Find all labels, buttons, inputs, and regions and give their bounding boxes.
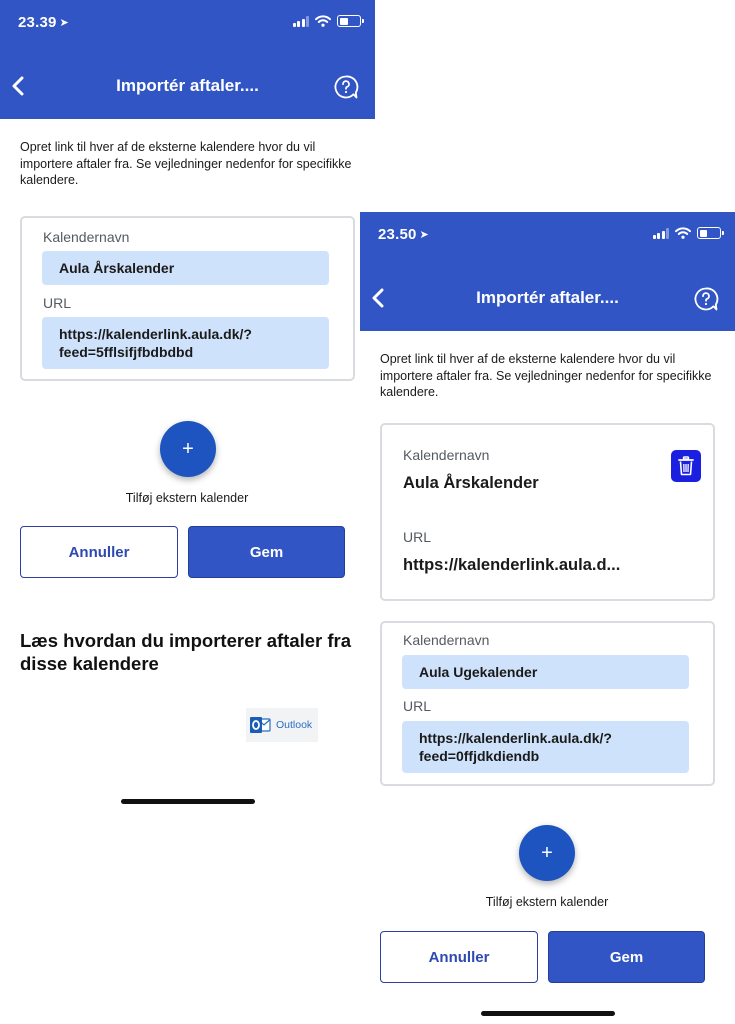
new-calendar-card [380,621,715,786]
trash-icon [678,456,694,476]
calendar-name-label: Kalendernavn [43,229,130,245]
app-header [0,0,375,119]
guide-heading: Læs hvordan du importerer aftaler fra disse kalendere [20,630,352,674]
intro-text: Opret link til hver af de eksterne kalendere hvor du vil importere aftaler fra. Se vejledninger nedenfor for specifikke kalendere. [380,352,712,399]
save-button[interactable]: Gem [548,931,705,983]
outlook-guide-link[interactable] [246,708,318,742]
clock-text: 23.39 [18,14,57,31]
add-calendar-button[interactable] [519,825,575,881]
saved-calendar-card [380,423,715,601]
save-button[interactable]: Gem [188,526,345,578]
page-title: Importér aftaler.... [116,76,259,95]
calendar-name-input[interactable]: Aula Årskalender [42,251,329,285]
status-bar-time [18,14,69,31]
signal-icon [653,228,670,239]
clock-text: 23.50 [378,226,417,243]
wifi-icon [675,227,691,239]
status-bar-icons [653,227,722,239]
calendar-url-label: URL [403,698,432,714]
calendar-url-label: URL [403,529,432,545]
calendar-name-label: Kalendernavn [403,632,490,648]
status-bar-time [378,226,429,243]
help-bubble-icon[interactable] [333,74,359,100]
calendar-url-label: URL [43,295,72,311]
calendar-name-input[interactable]: Aula Ugekalender [402,655,689,689]
screenshot-right [360,212,735,1024]
calendar-card [20,216,355,381]
calendar-name-value: Aula Årskalender [403,474,539,492]
home-indicator [121,799,255,804]
page-title: Importér aftaler.... [476,288,619,307]
outlook-label: Outlook [276,719,313,731]
signal-icon [293,16,310,27]
battery-icon [337,15,361,27]
delete-calendar-button[interactable] [671,450,701,482]
battery-icon [697,227,721,239]
calendar-url-value: https://kalenderlink.aula.d... [403,556,621,574]
cancel-button[interactable]: Annuller [20,526,178,578]
location-arrow-icon: ➤ [419,229,429,241]
outlook-logo-icon [249,715,271,735]
wifi-icon [315,15,331,27]
calendar-name-label: Kalendernavn [403,447,490,463]
plus-icon: + [541,841,553,864]
home-indicator [481,1011,615,1016]
location-arrow-icon: ➤ [59,17,69,29]
plus-icon: + [182,437,194,460]
intro-text: Opret link til hver af de eksterne kalendere hvor du vil importere aftaler fra. Se vejledninger nedenfor for specifikke kalendere. [20,140,352,187]
cancel-button[interactable]: Annuller [380,931,538,983]
calendar-url-input[interactable]: https://kalenderlink.aula.dk/?feed=5fflsifjfbdbdbd [42,317,329,369]
add-calendar-label[interactable]: Tilføj ekstern kalender [125,491,249,505]
app-header [360,212,735,331]
help-bubble-icon[interactable] [693,286,719,312]
calendar-url-input[interactable]: https://kalenderlink.aula.dk/?feed=0ffjdkdiendb [402,721,689,773]
status-bar-icons [293,15,362,27]
add-calendar-label[interactable]: Tilføj ekstern kalender [485,895,609,909]
add-calendar-button[interactable] [160,421,216,477]
